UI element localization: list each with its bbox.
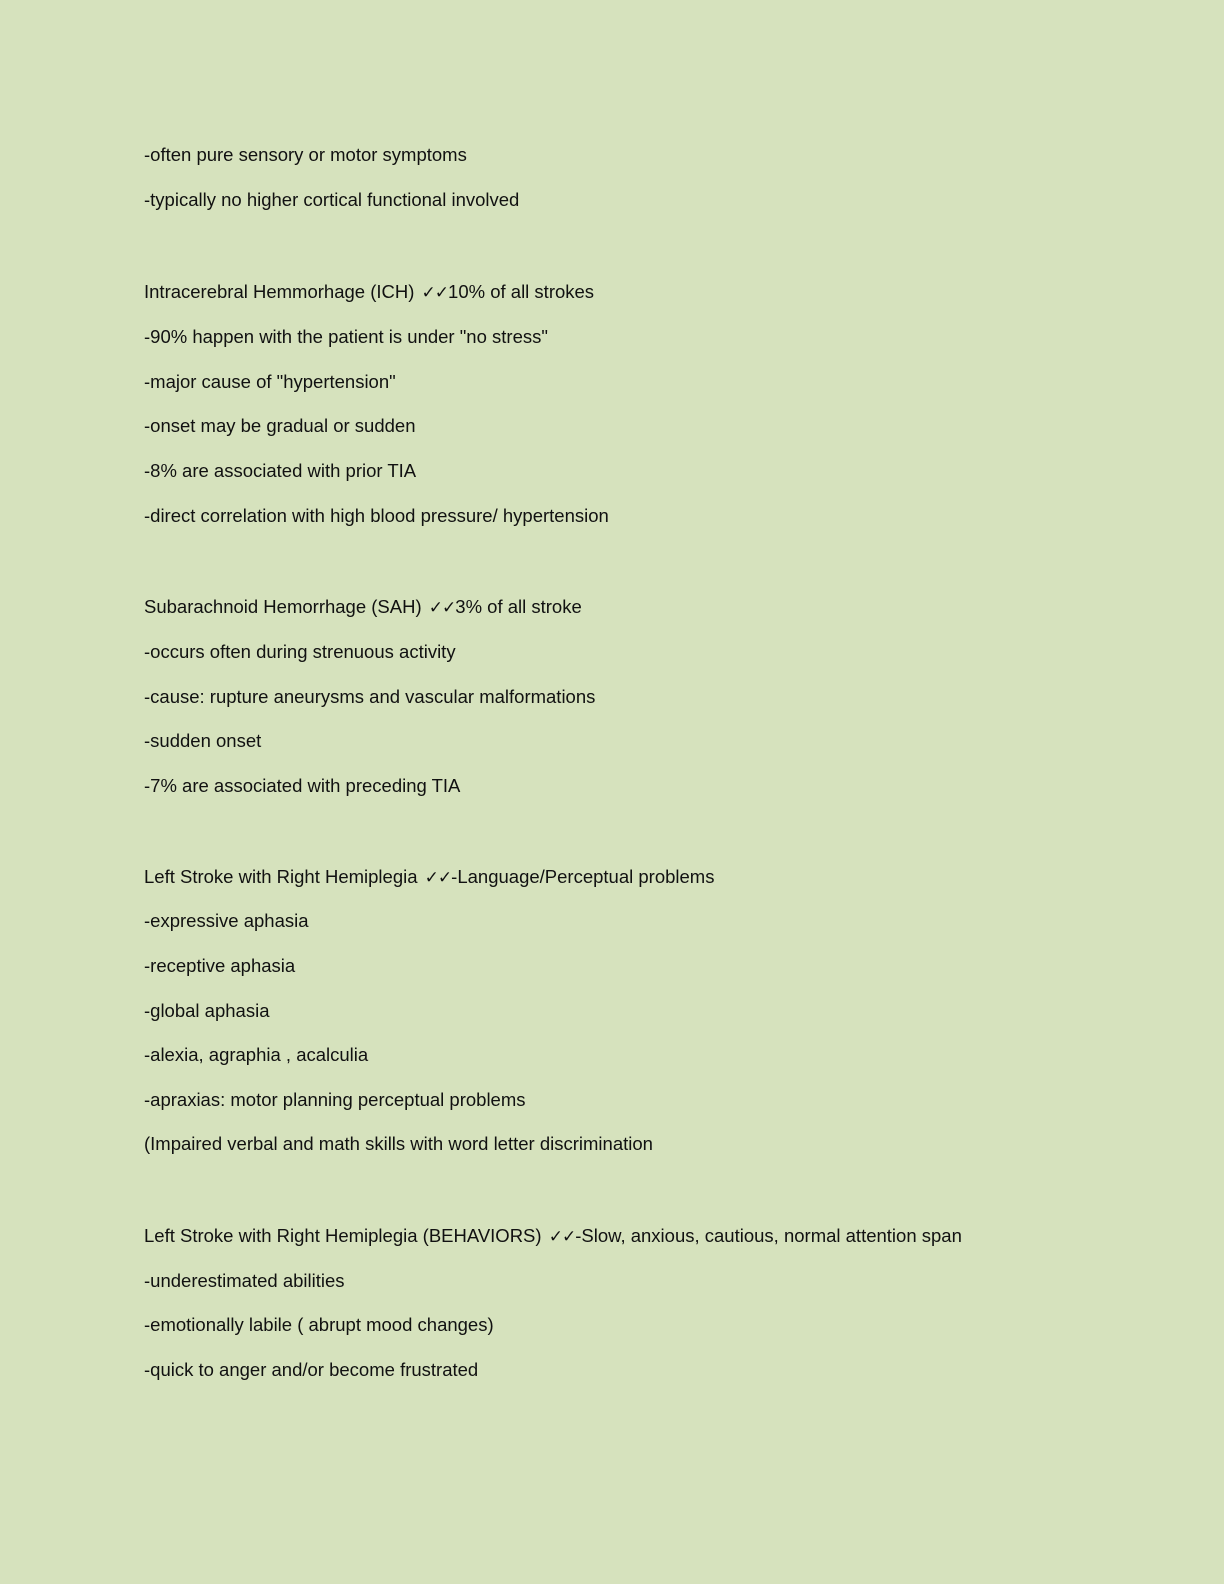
answer-text: -Language/Perceptual problems [451, 866, 715, 887]
section-line: -onset may be gradual or sudden [144, 415, 416, 436]
intro-line: -typically no higher cortical functional involved [144, 189, 520, 210]
section-line: -sudden onset [144, 730, 262, 751]
section-line: -major cause of "hypertension" [144, 371, 396, 392]
intro-line: -often pure sensory or motor symptoms [144, 144, 467, 165]
answer-text: 3% of all stroke [455, 596, 582, 617]
check-icon: ✓✓ [424, 868, 452, 888]
section-line: -apraxias: motor planning perceptual problems [144, 1089, 526, 1110]
answer-text: -Slow, anxious, cautious, normal attention span [575, 1225, 962, 1246]
section-line: -cause: rupture aneurysms and vascular malformations [144, 686, 596, 707]
term-text: Left Stroke with Right Hemiplegia (BEHAVIORS) [144, 1225, 542, 1246]
section-line: -8% are associated with prior TIA [144, 460, 417, 481]
section-line: -occurs often during strenuous activity [144, 641, 456, 662]
section-line: (Impaired verbal and math skills with word letter discrimination [144, 1133, 653, 1154]
term-text: Subarachnoid Hemorrhage (SAH) [144, 596, 422, 617]
section-line: -receptive aphasia [144, 955, 296, 976]
section-heading [144, 280, 594, 304]
check-icon: ✓✓ [428, 598, 456, 618]
section-line: -alexia, agraphia , acalculia [144, 1044, 369, 1065]
section-heading [144, 865, 714, 889]
section-line: -underestimated abilities [144, 1270, 345, 1291]
check-icon: ✓✓ [548, 1227, 576, 1247]
section-line: -7% are associated with preceding TIA [144, 775, 461, 796]
section-heading [144, 595, 582, 619]
check-icon: ✓✓ [421, 283, 449, 303]
section-line: -90% happen with the patient is under "no stress" [144, 326, 548, 347]
section-line: -quick to anger and/or become frustrated [144, 1359, 479, 1380]
term-text: Intracerebral Hemmorhage (ICH) [144, 281, 415, 302]
answer-text: 10% of all strokes [448, 281, 595, 302]
section-line: -emotionally labile ( abrupt mood changes) [144, 1314, 494, 1335]
section-line: -direct correlation with high blood pressure/ hypertension [144, 505, 609, 526]
term-text: Left Stroke with Right Hemiplegia [144, 866, 418, 887]
section-line: -global aphasia [144, 1000, 270, 1021]
section-heading [144, 1224, 962, 1248]
section-line: -expressive aphasia [144, 910, 309, 931]
